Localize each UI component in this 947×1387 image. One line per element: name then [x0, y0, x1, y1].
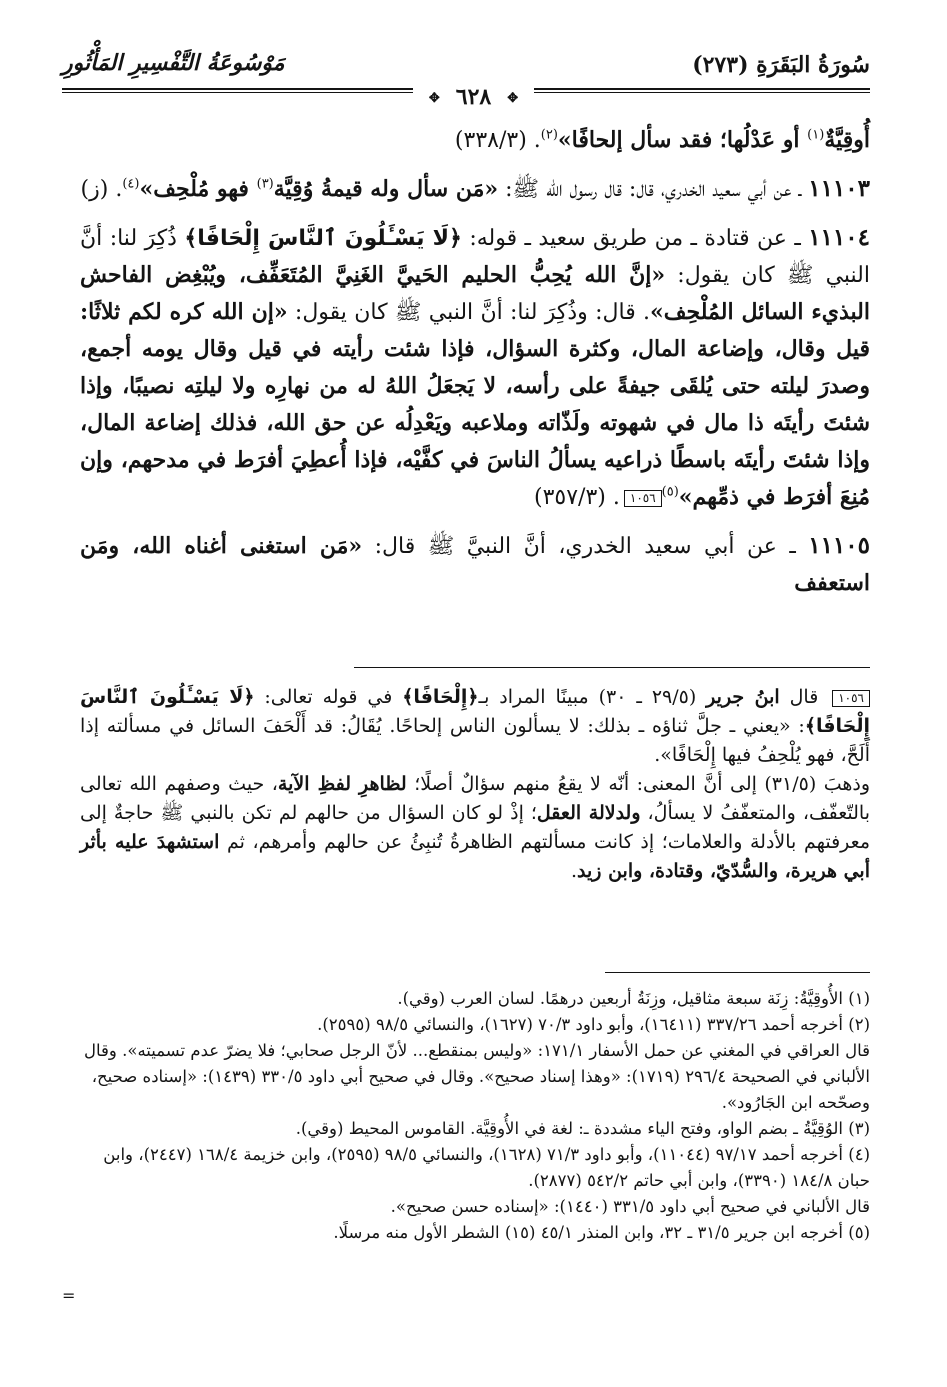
author-name: ابنُ جرير [706, 686, 780, 708]
text-run: . [570, 860, 578, 882]
quran-word: ﴿إِلْحَافًا﴾ [402, 686, 479, 708]
text-run: (٢٩/٥ ـ ٣٠) مبينًا المراد بـ [478, 686, 707, 708]
paragraph-continuation [80, 122, 870, 159]
text-run: ذُكِرَ لنا: أنَّ النبي ﷺ كان يقول: [80, 226, 870, 288]
text-run: : «يعني ـ جلَّ ثناؤه ـ بذلك: لا يسألون الناس إلحاحًا. يُقَالُ: قد أَلْحَفَ السائل في مسألته إذا أَلَحَّ، فهو يُلْحِفُ فيها إِلْحَافًا». [80, 715, 870, 766]
surah-title: سُورَةُ البَقَرَةِ (٢٧٣) [692, 52, 870, 78]
ornament-icon: ✥ [507, 90, 519, 106]
text-run: ؛ إذْ لو كان السؤال من حالهم لم تكن بالنبي ﷺ حاجةٌ إلى معرفتهم بالأدلة والعلامات؛ إذ كانت مسألتهم الظاهرةُ تُنبِئُ عن حالهم وأمرهم، ثم [80, 802, 870, 853]
footnote: (١) الأُوقِيَّةُ: زِنَة سبعة مثاقيل، وزِنَةُ أربعين درهمًا. لسان العرب (وقي). [397, 989, 870, 1008]
hadith-11105 [80, 528, 870, 602]
quran-verse: ﴿لَا يَسْـَٔلُونَ ٱلنَّاسَ إِلْحَافًا﴾ [184, 226, 462, 251]
footnote-ref: (٣) [256, 176, 274, 192]
emphasis: استشهدَ عليه بأثر أبي هريرة، والسُّدّيّ، وقتادة، وابن زيد [80, 831, 870, 882]
hadith-11103 [80, 171, 870, 208]
entry-number: ١١١٠٣ [808, 175, 870, 202]
footnote: (٢) أخرجه أحمد ٣٣٧/٢٦ (١٦٤١١)، وأبو داود ٧٠/٣ (١٦٢٧)، والنسائي ٩٨/٥ (٢٥٩٥). [317, 1015, 870, 1034]
entry-number: ١١١٠٥ [808, 532, 870, 559]
volume-ref: . (٣٣٨/٣) [454, 128, 541, 153]
page-number-group [413, 84, 534, 110]
hadith-quote: «مَن استغنى أغناه الله، ومَن استعفف [80, 533, 870, 596]
commentary-number-box: ١٠٥٦ [832, 690, 870, 707]
continuation-mark: = [62, 1286, 76, 1305]
footnote-note: قال العراقي في المغني عن حمل الأسفار ١٧١/١: «وليس بمنقطع... لأنّ الرجل صحابي؛ فلا يضرّ عدم تسميته». وقال الألباني في الصحيحة ٢٩٦/٤ (١٧١٩): «وهذا إسناد صحيح». وقال في صحيح أبي داود ٣٣٠/٥ (١٤٣٩): «إسناده صحيح، وصحّحه ابن الجَارُود». [84, 1041, 870, 1112]
footnote-note: قال الألباني في صحيح أبي داود ٣٣١/٥ (١٤٤٠): «إسناده حسن صحيح». [390, 1197, 870, 1216]
page-number: ٦٢٨ [442, 84, 505, 110]
footnote-ref: (٢) [540, 127, 558, 143]
text-run: في قوله تعالى: [254, 686, 403, 708]
text-run: ـ عن أبي سعيد الخدري، أنَّ النبيَّ ﷺ قال: [362, 534, 809, 559]
text-run: أُوقِيَّةٌ [824, 127, 870, 153]
volume-ref: . (٣٥٧/٣) [534, 485, 620, 510]
commentary-ref-box[interactable]: ١٠٥٦ [624, 490, 662, 507]
emphasis: ولدلالة العقل [536, 802, 641, 824]
quran-verse: ﴿لَا يَسْـَٔلُونَ ٱلنَّاسَ إِلْحَافًا﴾ [80, 686, 870, 737]
page-number-wrap [0, 84, 947, 110]
footnotes [80, 986, 870, 1246]
footnote: (٤) أخرجه أحمد ٩٧/١٧ (١١٠٤٤)، وأبو داود ٧١/٣ (١٦٢٨)، والنسائي ٩٨/٥ (٢٥٩٥)، وابن خزيمة ١٦٨/٤ (٢٤٤٧)، وابن حبان ١٨٤/٨ (٣٣٩٠)، وابن أبي حاتم ٥٤٢/٢ (٢٨٧٧). [103, 1145, 870, 1190]
text-run: أو عَدْلُها؛ فقد سأل إلحافًا» [557, 127, 808, 153]
text-run: . قال: وذُكِرَ لنا: أنَّ النبي ﷺ كان يقول: [287, 300, 651, 325]
volume-ref: . (ز) [80, 177, 123, 202]
commentary-para-1 [80, 683, 870, 770]
text-run: قال [779, 686, 829, 708]
hadith-quote: فهو مُلْحِف» [139, 176, 257, 202]
main-text [80, 122, 870, 614]
commentary-separator [354, 667, 870, 668]
commentary-para-2 [80, 770, 870, 886]
footnote: (٣) الوُقِيَّةُ ـ بضم الواو، وفتح الياء مشددة ـ: لغة في الأُوقِيَّة. القاموس المحيط (وقي). [295, 1119, 870, 1138]
footnote-separator [605, 972, 870, 973]
footnote-ref: (١) [807, 127, 825, 143]
hadith-11104 [80, 220, 870, 516]
hadith-quote: «إنَّ الله يُحِبُّ الحليم الحَييَّ الغَنِيَّ المُتَعَفِّف، ويُبْغِض الفاحش البذيء السائل المُلْحِف» [80, 262, 870, 325]
text-run: ـ عن أبي سعيد الخدري، قال: قال رسول الله ﷺ: [498, 177, 809, 202]
footnote-ref: (٤) [122, 176, 140, 192]
hadith-quote: «إن الله كره لكم ثلاثًا: قيل وقال، وإضاعة المال، وكثرة السؤال، فإذا شئت رأيته في قيل وقال يومه أجمع، وصدرَ ليلته حتى يُلقَى جيفةً على رأسه، لا يَجعَلُ اللهُ له من نهارِه ولا ليلتِه نصيبًا، وإذا شئتَ رأيتَه ذا مال في شهوته ولَذّاته وملاعبه ويَعْدِلُه عن حق الله، فذلك إضاعة المال، وإذا شئتَ رأيتَه باسطًا ذراعيه يسألُ الناسَ في كفَّيْه، فإذا أُعطِيَ أفرَط في مدحهم، وإن مُنِعَ أفرَط في ذمِّهم» [80, 299, 870, 510]
text-run: ، حيث وصفهم الله تعالى بالتّعفّف، والمتعفّفُ لا يسألُ، [80, 773, 870, 824]
hadith-quote: «مَن سأل وله قيمةُ وُقِيَّة [273, 176, 499, 202]
footnote-ref: (٥) [661, 484, 679, 500]
book-title: مَوْسُوعَةُ التَّفْسِيرِ المَأْثُورِ [62, 50, 285, 76]
emphasis: لظاهرِ لفظِ الآية [277, 773, 407, 795]
commentary [80, 683, 870, 886]
footnote: (٥) أخرجه ابن جرير ٣١/٥ ـ ٣٢، وابن المنذر ٤٥/١ (١٥) الشطر الأول منه مرسلًا. [333, 1223, 870, 1242]
ornament-icon: ✥ [428, 90, 440, 106]
text-run: ـ عن قتادة ـ من طريق سعيد ـ قوله: [461, 226, 809, 251]
text-run: وذهبَ (٣١/٥) إلى أنَّ المعنى: أنّه لا يقعُ منهم سؤالٌ أصلًا؛ [406, 773, 871, 795]
entry-number: ١١١٠٤ [808, 224, 870, 251]
